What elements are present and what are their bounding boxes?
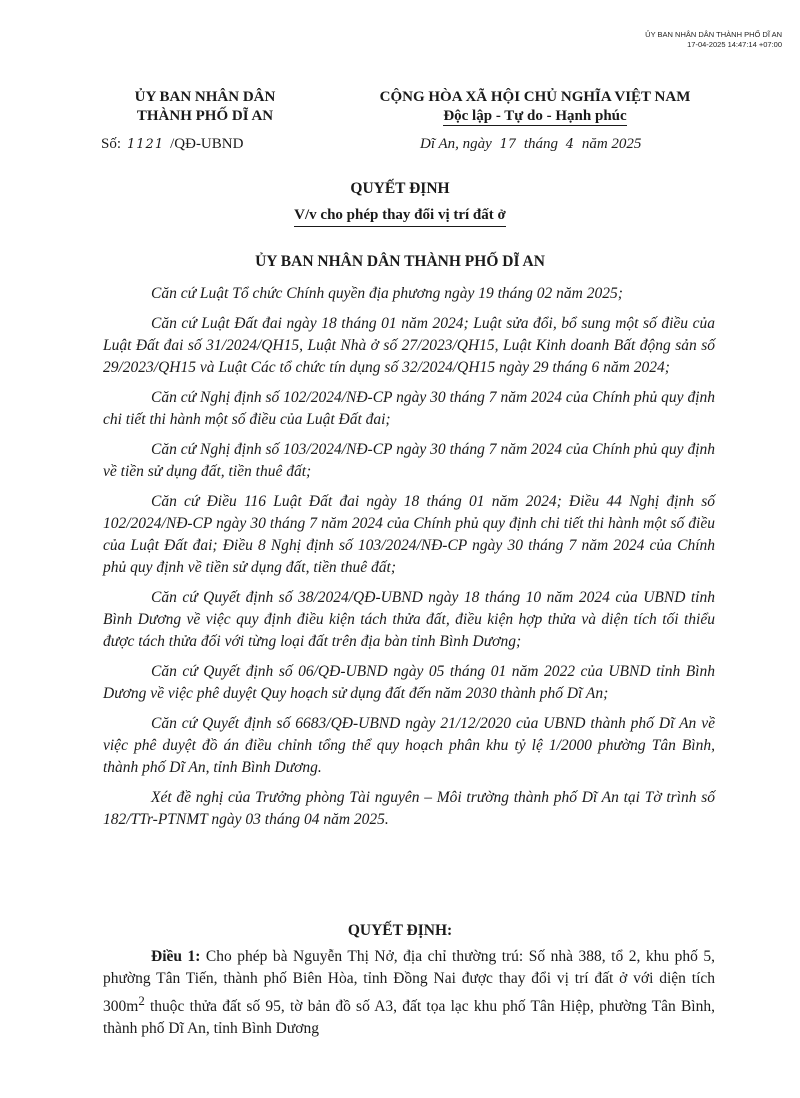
document-date [420, 136, 641, 153]
legal-basis-paragraph: Căn cứ Quyết định số 06/QĐ-UBND ngày 05 tháng 01 năm 2022 của UBND tỉnh Bình Dương về việc phê duyệt Quy hoạch sử dụng đất đến năm 2030 thành phố Dĩ An; [103, 663, 715, 702]
decision-heading: QUYẾT ĐỊNH: [347, 922, 453, 939]
number-prefix: Số: [101, 136, 122, 152]
article-1-text: Cho phép bà Nguyễn Thị Nở, địa chỉ thường trú: Số nhà 388, tổ 2, khu phố 5, phường Tân Tiến, thành phố Biên Hòa, tỉnh Đồng Nai được thay đổi vị trí đất ở với diện tích 300m [103, 948, 715, 1016]
national-title: CỘNG HÒA XÃ HỘI CHỦ NGHĨA VIỆT NAM [379, 89, 691, 105]
legal-basis-paragraph: Căn cứ Quyết định số 6683/QĐ-UBND ngày 21/12/2020 của UBND thành phố Dĩ An về việc phê duyệt đồ án điều chỉnh tổng thể quy hoạch phân khu tỷ lệ 1/2000 phường Tân Bình, thành phố Dĩ An, tỉnh Bình Dương. [103, 715, 715, 776]
article-1-label: Điều 1: [151, 948, 201, 965]
agency-line-1: ỦY BAN NHÂN DÂN [134, 89, 276, 105]
legal-basis-paragraph: Căn cứ Nghị định số 102/2024/NĐ-CP ngày 30 tháng 7 năm 2024 của Chính phủ quy định chi tiết thi hành một số điều của Luật Đất đai; [103, 389, 715, 428]
legal-basis-paragraph: Căn cứ Quyết định số 38/2024/QĐ-UBND ngày 18 tháng 10 năm 2024 của UBND tỉnh Bình Dương về việc quy định điều kiện tách thửa đất, điều kiện hợp thửa và diện tích tối thiểu được tách thửa đối với từng loại đất trên địa bàn tỉnh Bình Dương; [103, 589, 715, 650]
date-month: 4 [565, 137, 575, 152]
issuing-agency-header [80, 88, 330, 126]
legal-basis-paragraph: Căn cứ Luật Tổ chức Chính quyền địa phương ngày 19 tháng 02 năm 2025; [151, 285, 623, 302]
legal-basis-paragraph: Căn cứ Điều 116 Luật Đất đai ngày 18 tháng 01 năm 2024; Điều 44 Nghị định số 102/2024/NĐ-CP ngày 30 tháng 7 năm 2024 của Chính phủ quy định chi tiết thi hành một số điều của Luật Đất đai; Điều 8 Nghị định số 103/2024/NĐ-CP ngày 30 tháng 7 năm 2024 của Chính phủ quy định về tiền sử dụng đất, tiền thuê đất; [103, 493, 715, 576]
issuer-heading: ỦY BAN NHÂN DÂN THÀNH PHỐ DĨ AN [255, 253, 545, 270]
legal-basis-paragraph: Căn cứ Nghị định số 103/2024/NĐ-CP ngày 30 tháng 7 năm 2024 của Chính phủ quy định về tiền sử dụng đất, tiền thuê đất; [103, 441, 715, 480]
national-header [330, 88, 740, 126]
document-number [101, 136, 243, 153]
date-month-label: tháng [523, 136, 559, 152]
article-1 [103, 946, 715, 1040]
area-unit-superscript: 2 [138, 993, 145, 1008]
document-title: QUYẾT ĐỊNH [350, 180, 450, 197]
motto-text: Độc lập - Tự do - Hạnh phúc [443, 108, 627, 124]
digital-signature-stamp [562, 30, 782, 50]
agency-line-2: THÀNH PHỐ DĨ AN [136, 108, 274, 124]
signature-org: ỦY BAN NHÂN DÂN THÀNH PHỐ DĨ AN [645, 30, 782, 39]
date-day: 17 [499, 137, 517, 152]
document-subject [0, 207, 800, 224]
number-suffix: /QĐ-UBND [170, 136, 244, 152]
number-handwritten: 1121 [127, 137, 165, 152]
article-1-text-cont: thuộc thửa đất số 95, tờ bản đồ số A3, đất tọa lạc khu phố Tân Hiệp, phường Tân Bình, thành phố Dĩ An, tỉnh Bình Dương [103, 998, 715, 1038]
date-year: năm 2025 [581, 136, 642, 152]
legal-basis [103, 283, 715, 839]
legal-basis-paragraph: Căn cứ Luật Đất đai ngày 18 tháng 01 năm 2024; Luật sửa đổi, bổ sung một số điều của Luật Đất đai số 31/2024/QH15, Luật Nhà ở số 27/2023/QH15, Luật Kinh doanh Bất động sản số 29/2023/QH15 và Luật Các tổ chức tín dụng số 32/2024/QH15 ngày 29 tháng 6 năm 2024; [103, 315, 715, 376]
signature-timestamp: 17-04-2025 14:47:14 +07:00 [687, 40, 782, 49]
subject-text: V/v cho phép thay đổi vị trí đất ở [294, 207, 506, 227]
national-motto [330, 107, 740, 126]
legal-basis-paragraph: Xét đề nghị của Trưởng phòng Tài nguyên – Môi trường thành phố Dĩ An tại Tờ trình số 182/TTr-PTNMT ngày 03 tháng 04 năm 2025. [103, 789, 715, 828]
date-place: Dĩ An, ngày [420, 136, 492, 152]
